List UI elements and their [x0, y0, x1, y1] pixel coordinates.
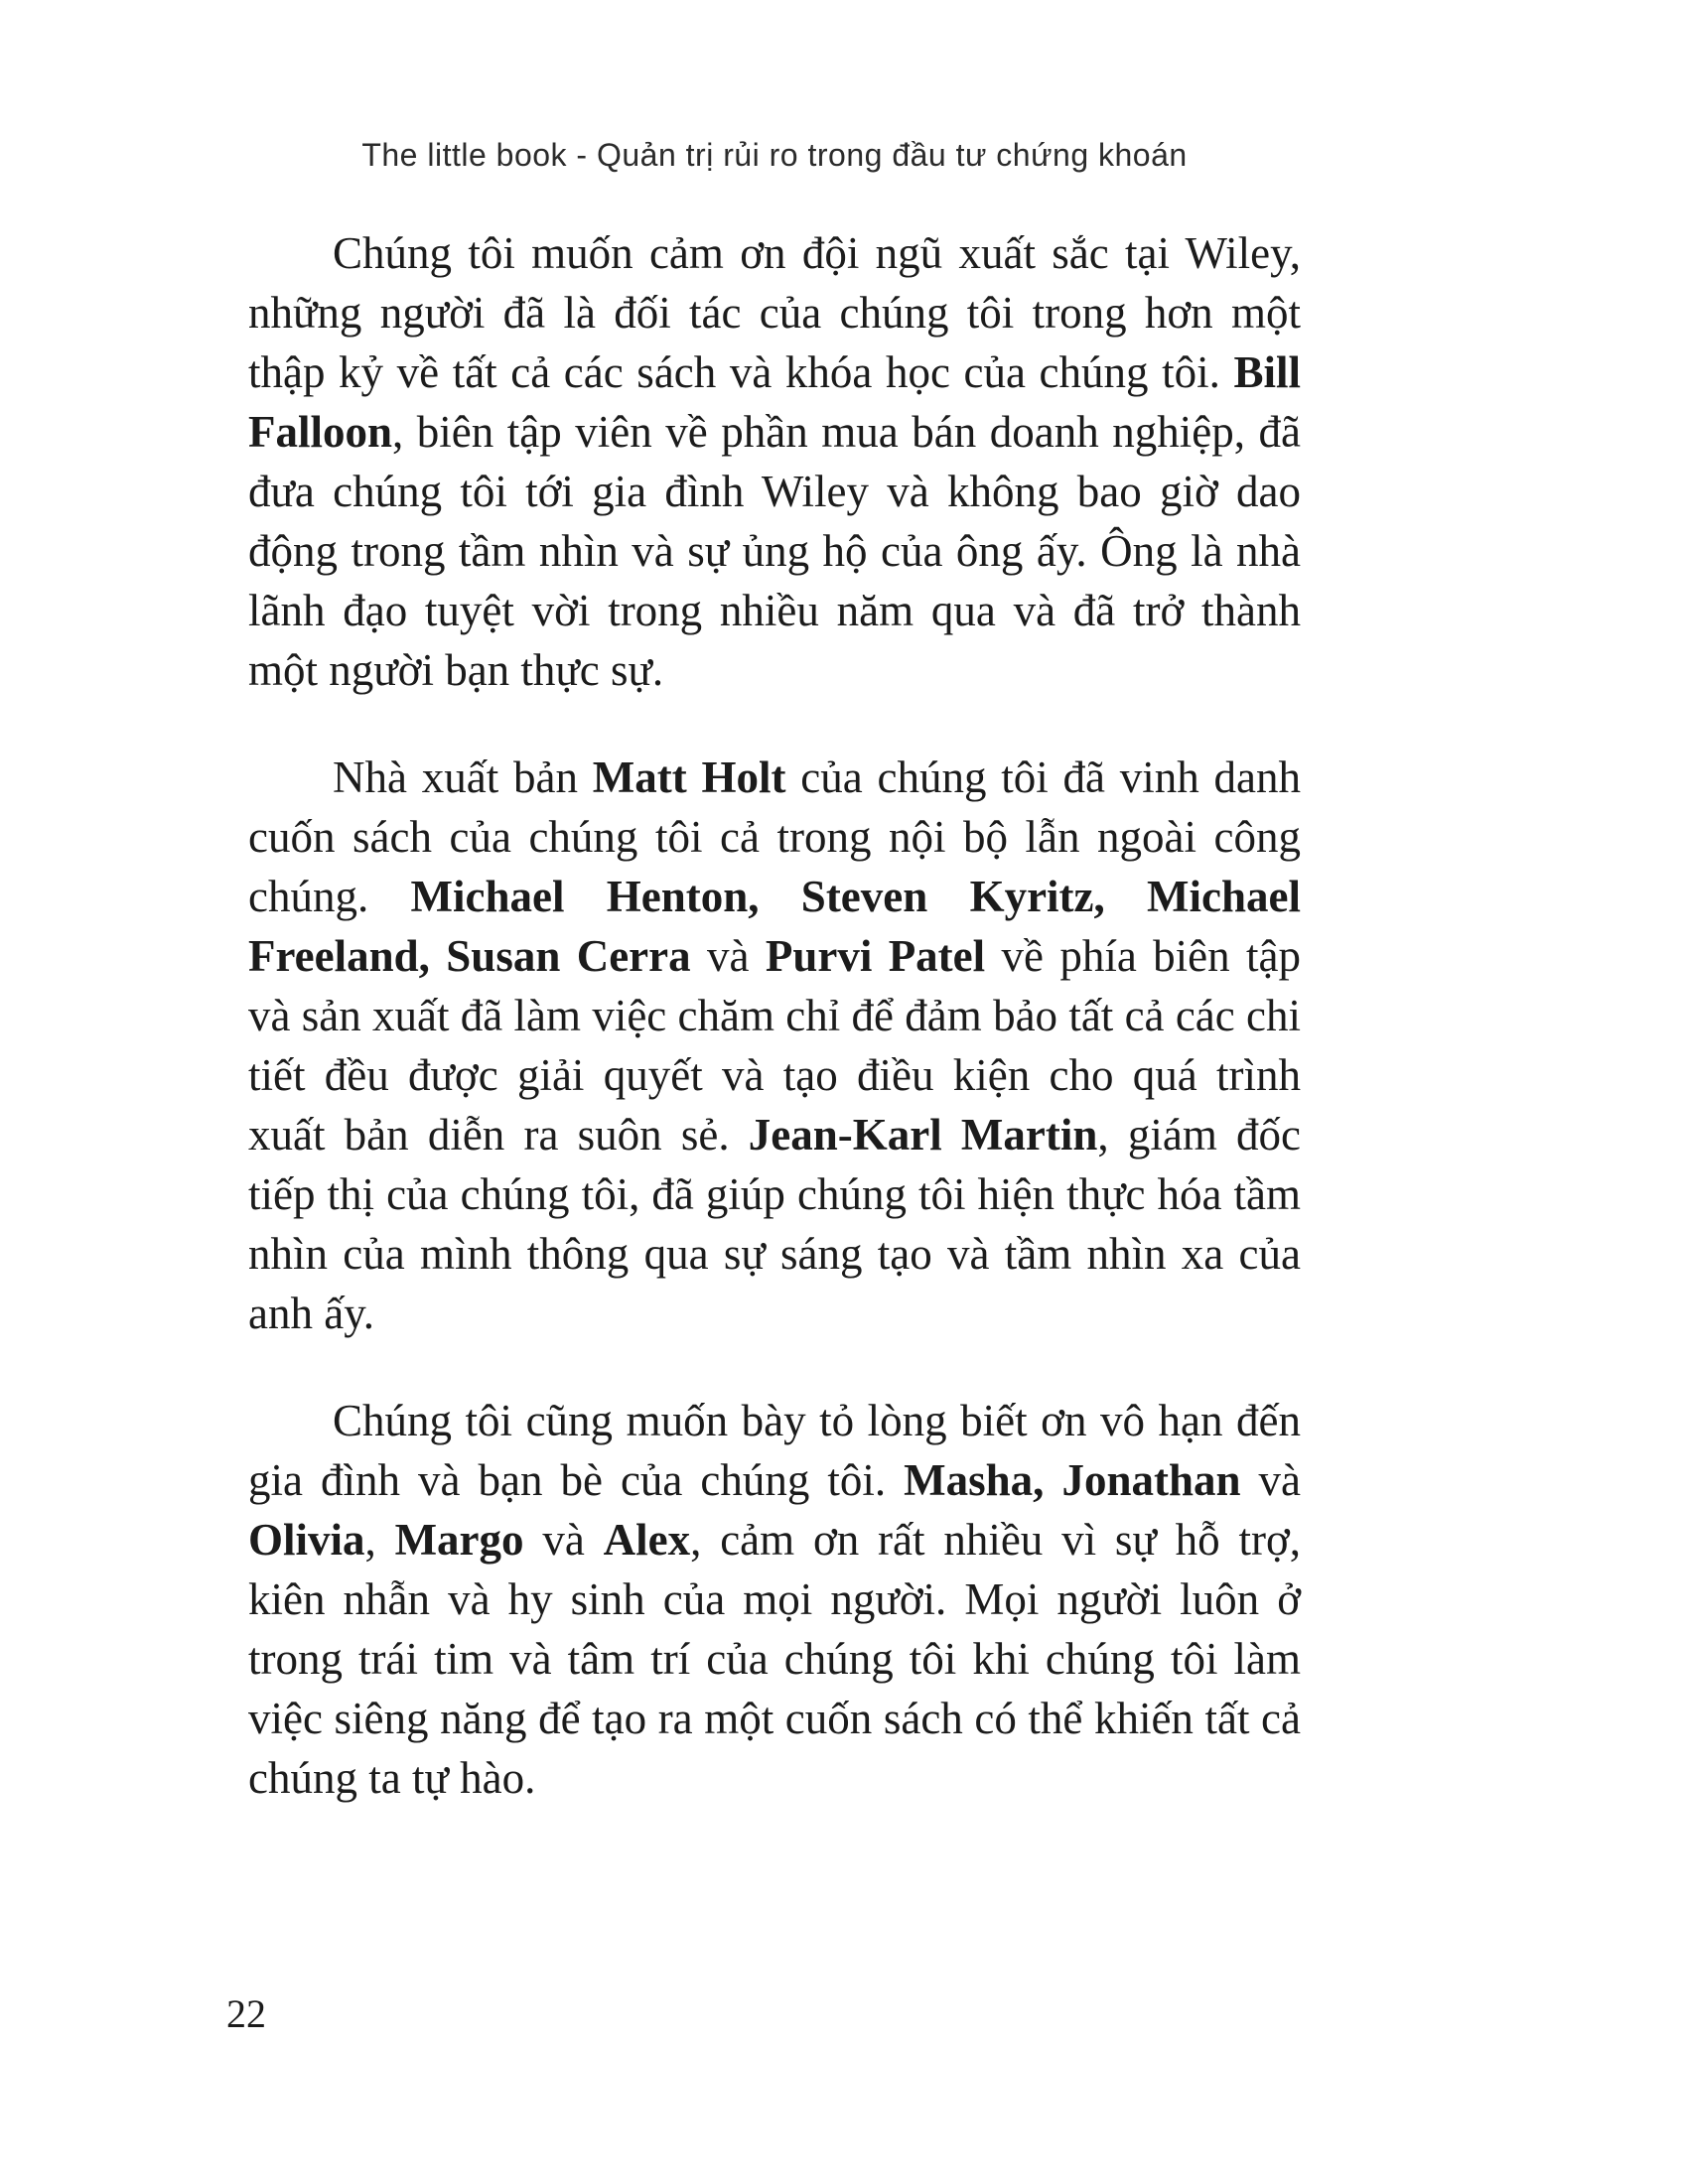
bold-name-text: Michael Henton, Steven Kyritz, Michael Freeland, Susan Cerra [248, 872, 1301, 981]
bold-name-text: Masha, Jonathan [904, 1455, 1241, 1505]
bold-name-text: Matt Holt [592, 752, 786, 802]
bold-name-text: Alex [603, 1515, 691, 1565]
text-segment: , cảm ơn rất nhiều vì sự hỗ trợ, kiên nhẫn và hy sinh của mọi người. Mọi người luôn ở trong trái tim và tâm trí của chúng tôi khi chúng tôi làm việc siêng năng để tạo ra một cuốn sách có thể khiến tất cả chúng ta tự hào. [248, 1515, 1301, 1803]
text-segment: và [523, 1515, 604, 1565]
paragraph [248, 223, 1301, 700]
page-number: 22 [226, 1991, 266, 2036]
text-segment: Chúng tôi muốn cảm ơn đội ngũ xuất sắc tại Wiley, những người đã là đối tác của chúng tôi trong hơn một thập kỷ về tất cả các sách và khóa học của chúng tôi. [248, 228, 1301, 397]
running-header: The little book - Quản trị rủi ro trong đầu tư chứng khoán [361, 137, 1188, 173]
text-segment: , [364, 1515, 395, 1565]
paragraph [248, 1391, 1301, 1808]
text-segment: về phía biên tập và sản xuất đã làm việc chăm chỉ để đảm bảo tất cả các chi tiết đều được giải quyết và tạo điều kiện cho quá trình xuất bản diễn ra suôn sẻ. [248, 931, 1301, 1160]
paragraph [248, 748, 1301, 1343]
text-segment: , biên tập viên về phần mua bán doanh nghiệp, đã đưa chúng tôi tới gia đình Wiley và không bao giờ dao động trong tầm nhìn và sự ủng hộ của ông ấy. Ông là nhà lãnh đạo tuyệt vời trong nhiều năm qua và đã trở thành một người bạn thực sự. [248, 407, 1301, 695]
text-segment: Chúng tôi cũng muốn bày tỏ lòng biết ơn vô hạn đến gia đình và bạn bè của chúng tôi. [248, 1396, 1301, 1505]
text-segment: , giám đốc tiếp thị của chúng tôi, đã giúp chúng tôi hiện thực hóa tầm nhìn của mình thông qua sự sáng tạo và tầm nhìn xa của anh ấy. [248, 1110, 1301, 1338]
text-segment: và [1240, 1455, 1301, 1505]
bold-name-text: Margo [394, 1515, 524, 1565]
text-segment: Nhà xuất bản [333, 752, 593, 802]
bold-name-text: Purvi Patel [765, 931, 986, 981]
body-text [248, 223, 1301, 1808]
text-segment: của chúng tôi đã vinh danh cuốn sách của chúng tôi cả trong nội bộ lẫn ngoài công chúng. [248, 752, 1302, 921]
bold-name-text: Bill Falloon [248, 347, 1301, 457]
bold-name-text: Olivia [248, 1515, 365, 1565]
bold-name-text: Jean-Karl Martin [748, 1110, 1098, 1160]
text-segment: và [690, 931, 766, 981]
